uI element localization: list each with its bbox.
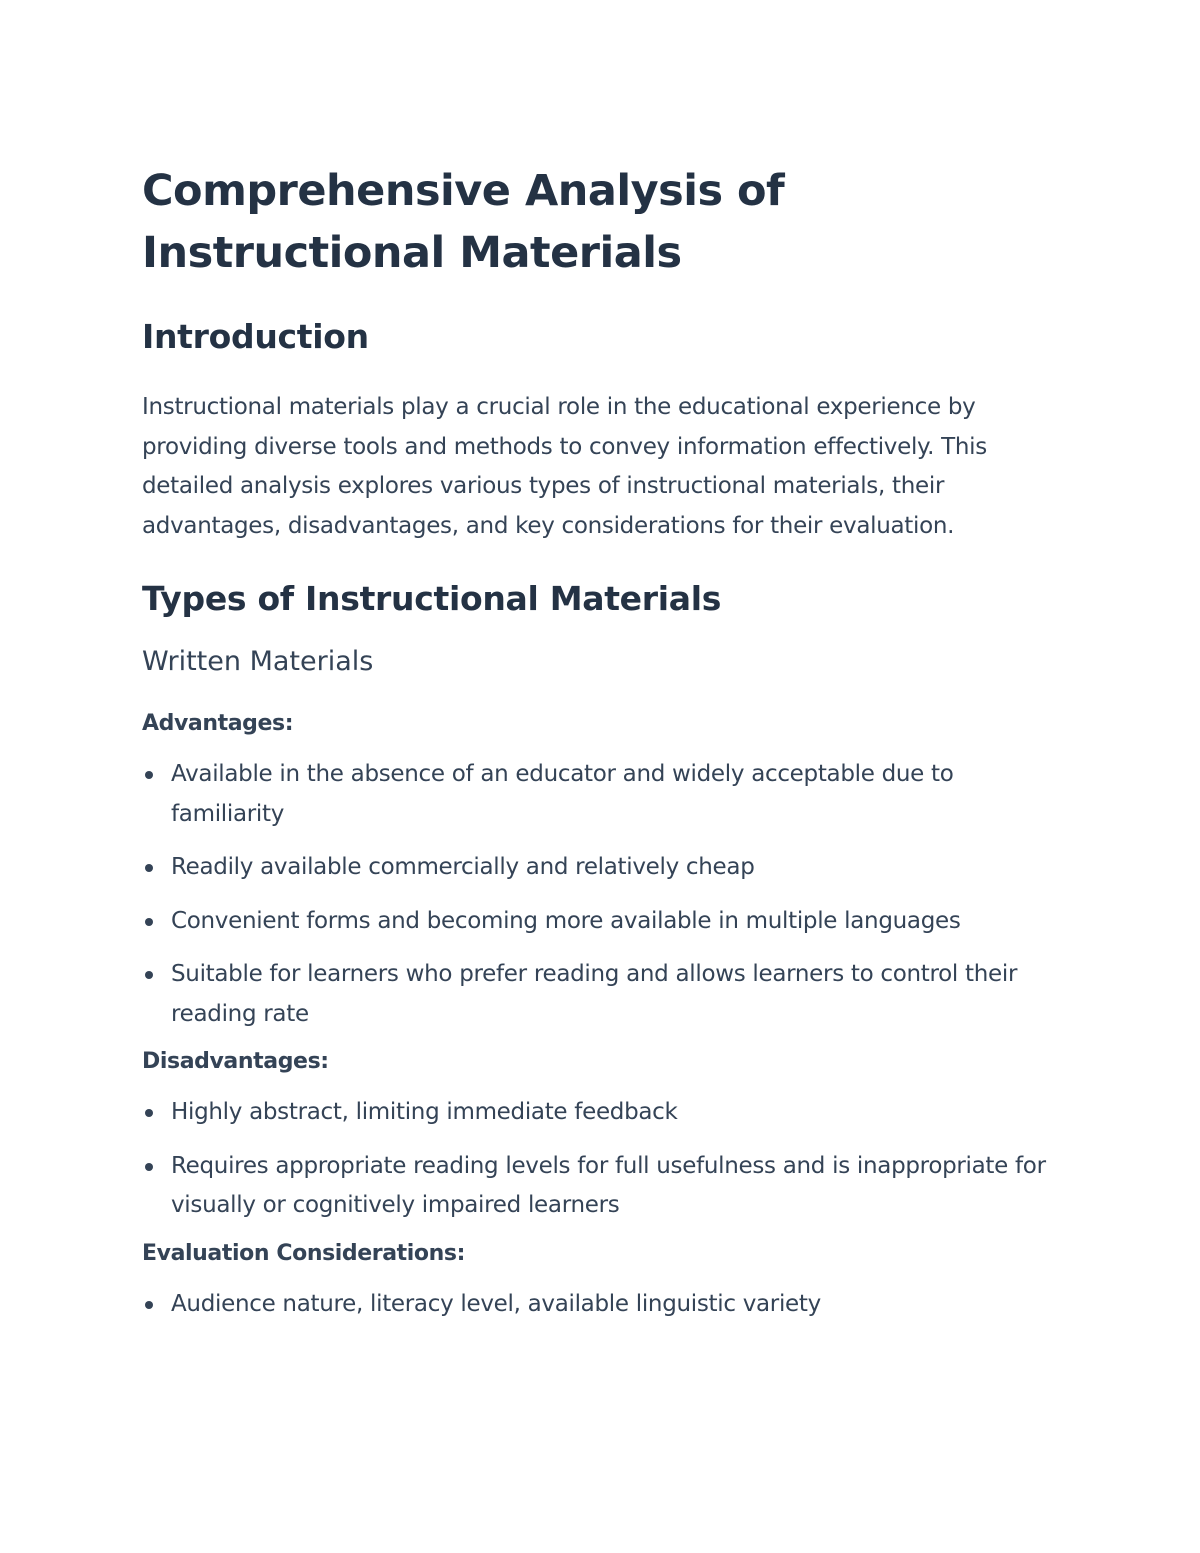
introduction-heading: Introduction: [142, 317, 369, 356]
types-heading: Types of Instructional Materials: [142, 579, 722, 618]
disadvantages-list: [142, 1093, 1062, 1226]
document-title: Comprehensive Analysis of Instructional Materials: [142, 166, 785, 278]
list-item: [142, 955, 1062, 1034]
list-item-text: Highly abstract, limiting immediate feedback: [171, 1099, 678, 1125]
list-item: [142, 1093, 1062, 1133]
bullet-icon: [145, 864, 153, 872]
list-item: [142, 755, 1062, 834]
evaluation-label: Evaluation Considerations:: [142, 1240, 466, 1266]
bullet-icon: [145, 971, 153, 979]
written-materials-heading: Written Materials: [142, 646, 374, 677]
bullet-icon: [145, 1163, 153, 1171]
introduction-paragraph: Instructional materials play a crucial role in the educational experience by providing diverse tools and methods to convey information effectively. This detailed analysis explores various types of instructional materials, their advantages, disadvantages, and key considerations for their evaluation.: [142, 394, 987, 539]
document-page: [142, 160, 1062, 1324]
bullet-icon: [145, 771, 153, 779]
list-item-text: Audience nature, literacy level, available linguistic variety: [171, 1290, 821, 1317]
list-item-text: Convenient forms and becoming more available in multiple languages: [171, 907, 961, 934]
list-item-text: Readily available commercially and relatively cheap: [171, 854, 755, 880]
list-item: [142, 902, 1062, 942]
evaluation-list: [142, 1285, 1062, 1325]
list-item: [142, 848, 1062, 888]
bullet-icon: [145, 918, 153, 926]
list-item-text: Suitable for learners who prefer reading and allows learners to control their reading rate: [171, 961, 1018, 1027]
list-item-text: Requires appropriate reading levels for full usefulness and is inappropriate for visually or cognitively impaired learners: [171, 1152, 1046, 1218]
list-item-text: Available in the absence of an educator and widely acceptable due to familiarity: [171, 761, 954, 827]
bullet-icon: [145, 1109, 153, 1117]
advantages-list: [142, 755, 1062, 1034]
bullet-icon: [145, 1301, 153, 1309]
list-item: [142, 1147, 1062, 1226]
disadvantages-label: Disadvantages:: [142, 1049, 329, 1074]
list-item: [142, 1285, 1062, 1325]
advantages-label: Advantages:: [142, 711, 294, 736]
